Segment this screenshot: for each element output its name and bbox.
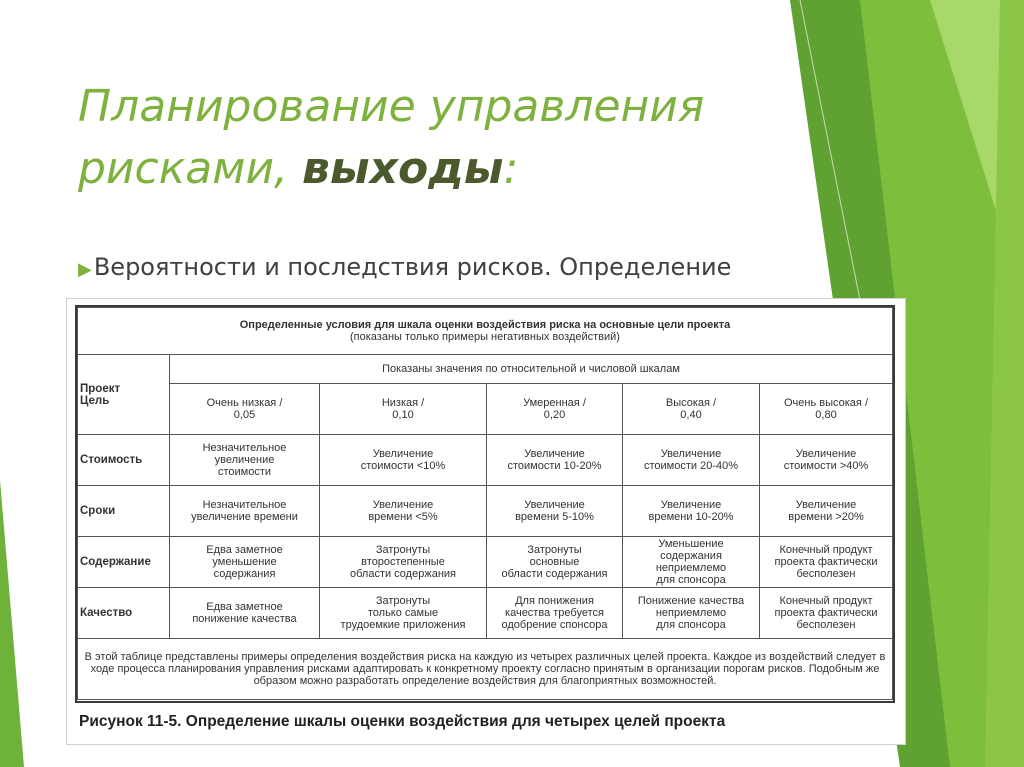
slide-title-suffix: :	[503, 143, 519, 194]
table-cell: Для понижения качества требуется одобрение спонсора	[487, 588, 623, 639]
table-cell: Затронуты второстепенные области содержания	[320, 537, 487, 588]
bullet-text: Вероятности и последствия рисков. Определение	[93, 253, 732, 281]
table-cell: Конечный продукт проекта фактически бесполезен	[760, 588, 893, 639]
table-row	[78, 588, 893, 639]
table-cell: Уменьшение содержания неприемлемо для спонсора	[623, 537, 760, 588]
figure-caption: Рисунок 11-5. Определение шкалы оценки воздействия для четырех целей проекта	[79, 713, 726, 730]
table-cell: Незначительное увеличение стоимости	[170, 435, 320, 486]
table-cell: Увеличение времени 10-20%	[623, 486, 760, 537]
green-triangle-left	[0, 480, 24, 767]
bullet-item	[78, 249, 798, 297]
level-header: Низкая / 0,10	[320, 384, 487, 435]
bullet-arrow-icon: ▶	[78, 259, 92, 280]
row-label: Сроки	[78, 486, 170, 537]
row-label: Качество	[78, 588, 170, 639]
row-label: Стоимость	[78, 435, 170, 486]
table-cell: Затронуты только самые трудоемкие приложения	[320, 588, 487, 639]
table-caption-title: Определенные условия для шкала оценки воздействия риска на основные цели проекта	[239, 319, 731, 331]
scale-header: Показаны значения по относительной и числовой шкалам	[170, 355, 893, 384]
slide-title	[78, 76, 778, 200]
table-cell: Понижение качества неприемлемо для спонсора	[623, 588, 760, 639]
slide-title-main: Планирование управления рисками,	[78, 81, 705, 194]
table-cell: Едва заметное уменьшение содержания	[170, 537, 320, 588]
table-note: В этой таблице представлены примеры определения воздействия риска на каждую из четырех различных целей проекта. Каждое из воздействий следует в ходе процесса планирования управления рисками адаптировать к конкретному проекту согласно принятым в организации порогам рисков. Подобным же образом можно разработать определение воздействия для благоприятных возможностей.	[78, 639, 893, 700]
table-cell: Увеличение времени <5%	[320, 486, 487, 537]
slide-title-emphasis: выходы	[302, 143, 504, 194]
row-label: Содержание	[78, 537, 170, 588]
table-row	[78, 537, 893, 588]
table-cell: Едва заметное понижение качества	[170, 588, 320, 639]
table-cell: Увеличение стоимости 10-20%	[487, 435, 623, 486]
impact-scale-table-frame	[75, 305, 895, 703]
table-cell: Увеличение стоимости 20-40%	[623, 435, 760, 486]
table-cell: Незначительное увеличение времени	[170, 486, 320, 537]
level-header: Очень высокая / 0,80	[760, 384, 893, 435]
corner-label: Проект Цель	[78, 355, 170, 435]
level-header: Высокая / 0,40	[623, 384, 760, 435]
level-header: Умеренная / 0,20	[487, 384, 623, 435]
table-cell: Увеличение стоимости <10%	[320, 435, 487, 486]
table-caption-subtitle: (показаны только примеры негативных воздействий)	[350, 331, 620, 343]
table-row	[78, 486, 893, 537]
impact-scale-table	[77, 307, 893, 700]
figure-image	[66, 298, 906, 745]
level-header: Очень низкая / 0,05	[170, 384, 320, 435]
table-cell: Увеличение времени >20%	[760, 486, 893, 537]
table-cell: Увеличение стоимости >40%	[760, 435, 893, 486]
table-caption	[78, 308, 893, 355]
table-cell: Увеличение времени 5-10%	[487, 486, 623, 537]
table-cell: Конечный продукт проекта фактически бесполезен	[760, 537, 893, 588]
table-cell: Затронуты основные области содержания	[487, 537, 623, 588]
table-row	[78, 435, 893, 486]
